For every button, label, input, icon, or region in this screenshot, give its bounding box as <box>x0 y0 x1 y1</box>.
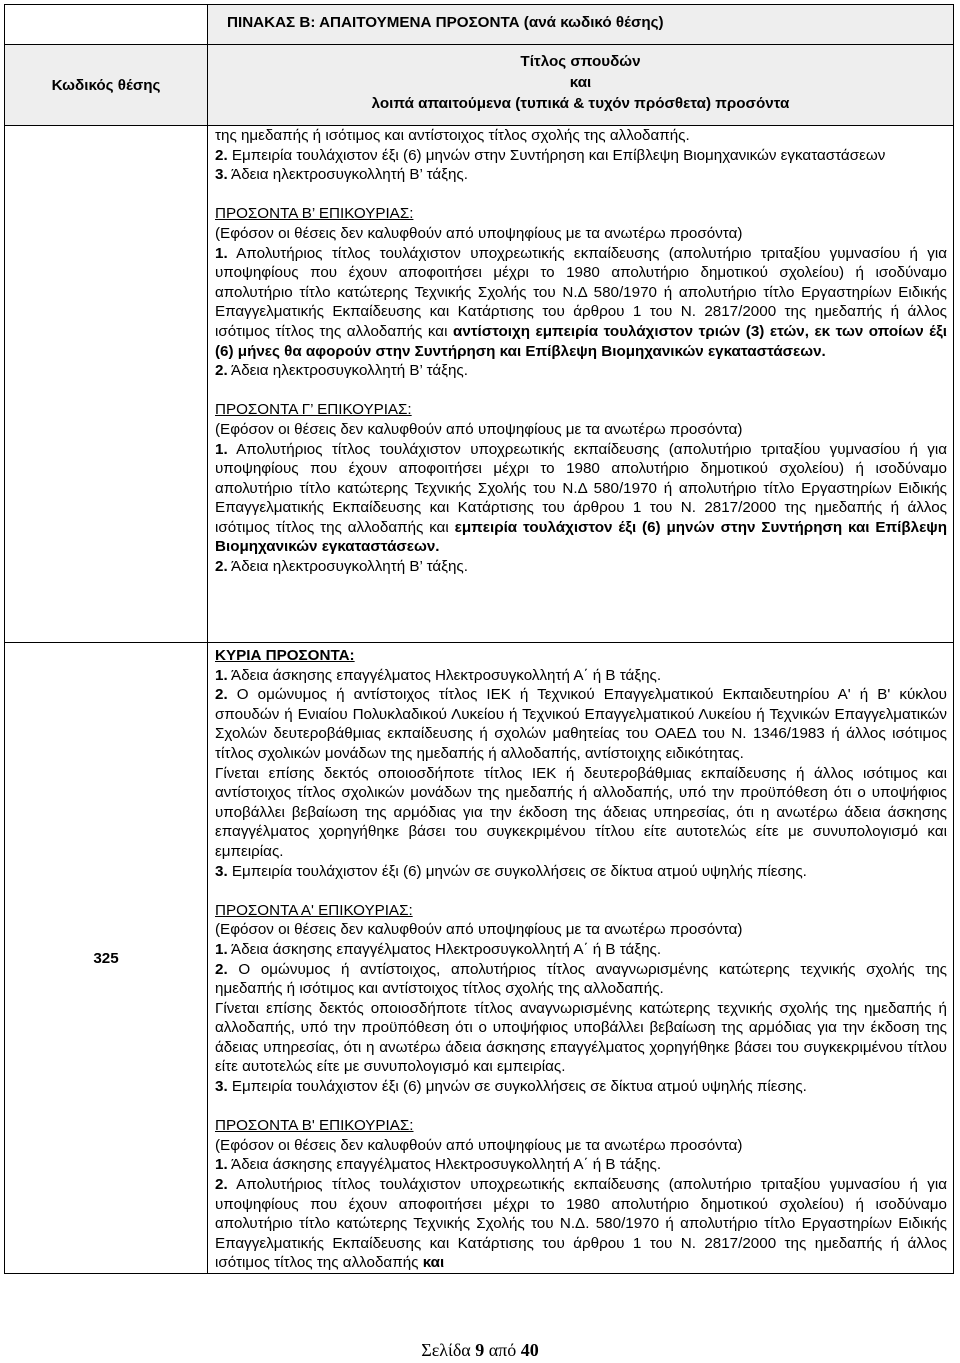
page-footer <box>0 1340 960 1361</box>
b2-aux-item-1: 1. Άδεια άσκησης επαγγέλματος Ηλεκτροσυγκολλητή Α΄ ή Β τάξης. <box>215 1156 662 1174</box>
a-aux-item-3: 3. Εμπειρία τουλάχιστον έξι (6) μηνών σε συγκολλήσεις σε δίκτυα ατμού υψηλής πίεσης. <box>215 1078 807 1096</box>
a-aux-item-2: 2. Ο ομώνυμος ή αντίστοιχος, απολυτήριος τίτλος αναγνωρισμένης κατώτερης τεχνικής σχολής της ημεδαπής ή ισότιμος και αντίστοιχος τίτλος σχολής της αλλοδαπής. <box>215 960 947 998</box>
main-item-1: 1. Άδεια άσκησης επαγγέλματος Ηλεκτροσυγκολλητή Α΄ ή Β τάξης. <box>215 666 662 684</box>
heading-main-qualifications: ΚΥΡΙΑ ΠΡΟΣΟΝΤΑ: <box>215 647 355 664</box>
continued-line: της ημεδαπής ή ισότιμος και αντίστοιχος τίτλος σχολής της αλλοδαπής. <box>215 127 690 144</box>
header-titles-line-3: λοιπά απαιτούμενα (τυπικά & τυχόν πρόσθετα) προσόντα <box>371 95 790 112</box>
footer-page-word: Σελίδα <box>421 1340 471 1360</box>
footer-page-total: 40 <box>520 1340 539 1360</box>
table-title: ΠΙΝΑΚΑΣ Β: ΑΠΑΙΤΟΥΜΕΝΑ ΠΡΟΣΟΝΤΑ (ανά κωδικό θέσης) <box>208 5 954 45</box>
main-item-2: 2. Ο ομώνυμος ή αντίστοιχος τίτλος ΙΕΚ ή Τεχνικού Επαγγελματικού Εκπαιδευτηρίου Α' ή Β' κύκλου σπουδών ή Ενιαίου Πολυκλαδικού Λυκείου ή Τεχνικού Επαγγελματικού Λυκείου ή Τεχνικών Επαγγελματικών Σχολών δευτεροβάθμιας εκπαίδευσης ή σχολών μαθητείας του ΟΑΕΔ του Ν. 1346/1983 ή άλλος ισότιμος τίτλος σχολικών μονάδων της ημεδαπής ή αλλοδαπής, αντίστοιχης ειδικότητας. <box>215 686 947 762</box>
note-a-auxiliary: (Εφόσον οι θέσεις δεν καλυφθούν από υποψηφίους με τα ανωτέρω προσόντα) <box>215 921 743 939</box>
heading-a-auxiliary: ΠΡΟΣΟΝΤΑ Α' ΕΠΙΚΟΥΡΙΑΣ: <box>215 901 413 919</box>
heading-b-auxiliary: ΠΡΟΣΟΝΤΑ Β’ ΕΠΙΚΟΥΡΙΑΣ: <box>215 205 414 223</box>
requirements-cell-325 <box>208 643 954 1274</box>
b-aux-item-2: 2. Άδεια ηλεκτροσυγκολλητή Β’ τάξης. <box>215 362 468 380</box>
requirements-cell-continued <box>208 126 954 643</box>
table-title-row <box>5 5 954 45</box>
footer-page-number: 9 <box>475 1340 485 1360</box>
requirements-table <box>4 4 954 1274</box>
c-aux-item-2: 2. Άδεια ηλεκτροσυγκολλητή Β’ τάξης. <box>215 558 468 576</box>
main-item-2-extra: Γίνεται επίσης δεκτός οποιοσδήποτε τίτλος ΙΕΚ ή δευτεροβάθμιας εκπαίδευσης ή άλλος ισότιμος και αντίστοιχος τίτλος σχολικών μονάδων της ημεδαπής ή αλλοδαπής, υπό την προϋπόθεση ότι ο υποψήφιος υποβάλλει βεβαίωση της αρμόδιας για την έκδοση της άδειας υπηρεσίας, ότι η ανωτέρω άδεια άσκησης επαγγέλματος χορηγήθηκε βάσει του συγκεκριμένου τίτλου είτε αυτοτελώς είτε με συνυπολογισμό και εμπειρίας. <box>215 764 947 860</box>
document-page <box>4 4 956 1274</box>
note-c-auxiliary: (Εφόσον οι θέσεις δεν καλυφθούν από υποψηφίους με τα ανωτέρω προσόντα) <box>215 420 743 438</box>
note-b-auxiliary: (Εφόσον οι θέσεις δεν καλυφθούν από υποψηφίους με τα ανωτέρω προσόντα) <box>215 224 743 242</box>
c-aux-item-1: 1. Απολυτήριος τίτλος τουλάχιστον υποχρεωτικής εκπαίδευσης (απολυτήριο τριταξίου γυμνασίου ή για υποψηφίους που έχουν αποφοιτήσει μέχρι το 1980 απολυτήριο δημοτικού σχολείου) ή ισοδύναμο απολυτήριο τίτλο κατώτερης Τεχνικής Σχολής του Ν.Δ 580/1970 ή απολυτήριο τίτλο Εργαστηρίων Ειδικής Επαγγελματικής Εκπαίδευσης και Κατάρτισης του άρθρου 1 του Ν. 2817/2000 της ημεδαπής ή άλλος ισότιμος τίτλος της αλλοδαπής και εμπειρία τουλάχιστον έξι (6) μηνών στην Συντήρηση και Επίβλεψη Βιομηχανικών εγκαταστάσεων. <box>215 440 947 556</box>
a-aux-item-1: 1. Άδεια άσκησης επαγγέλματος Ηλεκτροσυγκολλητή Α΄ ή Β τάξης. <box>215 940 662 958</box>
heading-c-auxiliary: ΠΡΟΣΟΝΤΑ Γ’ ΕΠΙΚΟΥΡΙΑΣ: <box>215 401 412 419</box>
header-titles-line-2: και <box>569 74 592 91</box>
b2-aux-item-2: 2. Απολυτήριος τίτλος τουλάχιστον υποχρεωτικής εκπαίδευσης (απολυτήριο τριταξίου γυμνασίου ή για υποψηφίους που έχουν αποφοιτήσει μέχρι το 1980 απολυτήριο δημοτικού σχολείου) ή ισοδύναμο απολυτήριο τίτλο κατώτερης Τεχνικής Σχολής του Ν.Δ. 580/1970 ή απολυτήριο τίτλο Εργαστηρίων Ειδικής Επαγγελματικής Εκπαίδευσης και Κατάρτισης του άρθρου 1 του Ν. 2817/2000 της ημεδαπής ή άλλος ισότιμος τίτλος της αλλοδαπής και <box>215 1176 947 1272</box>
a-aux-item-2-extra: Γίνεται επίσης δεκτός οποιοσδήποτε τίτλος αναγνωρισμένης κατώτερης τεχνικής σχολής της ημεδαπής ή αλλοδαπής, υπό την προϋπόθεση ότι ο υποψήφιος υποβάλλει βεβαίωση της αρμόδιας για την έκδοση της άδειας υπηρεσίας, ότι η ανωτέρω άδεια άσκησης επαγγέλματος χορηγήθηκε βάσει του συγκεκριμένου τίτλου είτε αυτοτελώς είτε με συνυπολογισμό και εμπειρίας. <box>215 999 947 1076</box>
code-cell-empty <box>5 126 208 643</box>
main-item-3: 3. Εμπειρία τουλάχιστον έξι (6) μηνών σε συγκολλήσεις σε δίκτυα ατμού υψηλής πίεσης. <box>215 862 807 880</box>
heading-b2-auxiliary: ΠΡΟΣΟΝΤΑ Β' ΕΠΙΚΟΥΡΙΑΣ: <box>215 1117 414 1135</box>
req-license-item: 3. Άδεια ηλεκτροσυγκολλητή Β’ τάξης. <box>215 166 468 184</box>
table-header-row <box>5 45 954 126</box>
note-b2-auxiliary: (Εφόσον οι θέσεις δεν καλυφθούν από υποψηφίους με τα ανωτέρω προσόντα) <box>215 1136 743 1154</box>
req-experience-item: 2. Εμπειρία τουλάχιστον έξι (6) μηνών στην Συντήρηση και Επίβλεψη Βιομηχανικών εγκαταστάσεων <box>215 146 886 164</box>
table-row-325 <box>5 643 954 1274</box>
table-row-continued <box>5 126 954 643</box>
position-code: 325 <box>5 643 208 1274</box>
footer-of-word: από <box>488 1340 517 1360</box>
header-code-column: Κωδικός θέσης <box>5 45 208 126</box>
header-titles-line-1: Τίτλος σπουδών <box>520 53 641 70</box>
header-titles-column <box>208 45 954 126</box>
b-aux-item-1: 1. Απολυτήριος τίτλος τουλάχιστον υποχρεωτικής εκπαίδευσης (απολυτήριο τριταξίου γυμνασίου ή για υποψηφίους που έχουν αποφοιτήσει μέχρι το 1980 απολυτήριο δημοτικού σχολείου) ή ισοδύναμο απολυτήριο τίτλο κατώτερης Τεχνικής Σχολής του Ν.Δ 580/1970 ή απολυτήριο τίτλο Εργαστηρίων Ειδικής Επαγγελματικής Εκπαίδευσης και Κατάρτισης του άρθρου 1 του Ν. 2817/2000 της ημεδαπής ή άλλος ισότιμος τίτλος της αλλοδαπής και αντίστοιχη εμπειρία τουλάχιστον τριών (3) ετών, εκ των οποίων έξι (6) μήνες θα αφορούν στην Συντήρηση και Επίβλεψη Βιομηχανικών εγκαταστάσεων. <box>215 244 947 360</box>
